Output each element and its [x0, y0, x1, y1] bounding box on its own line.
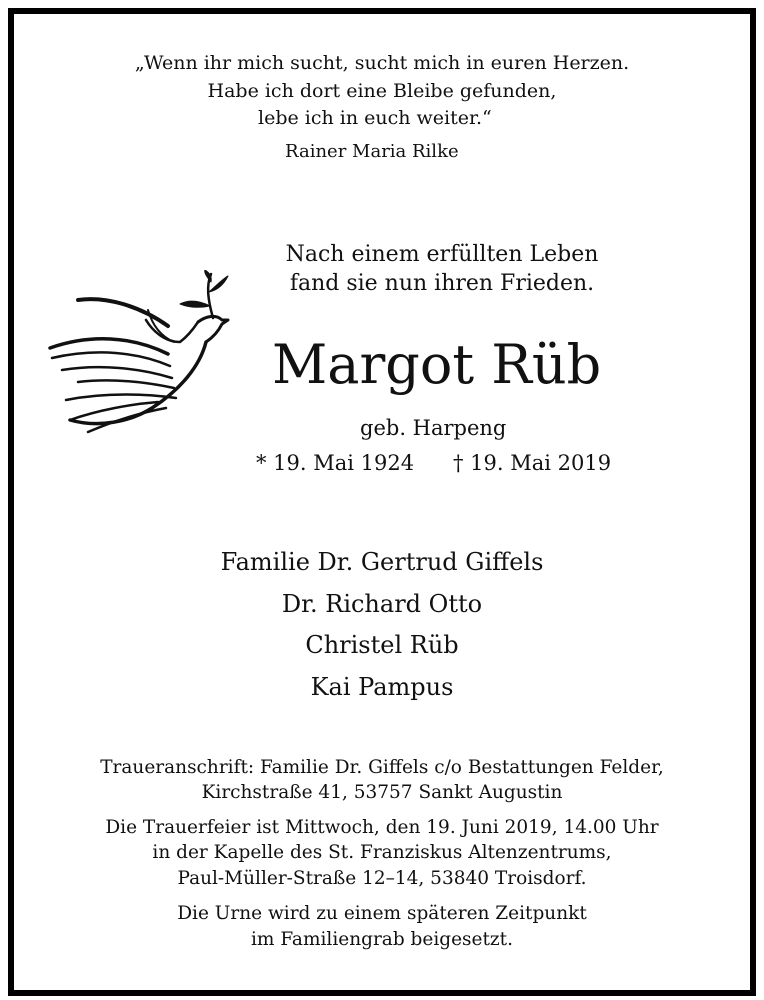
- mourner-1: Familie Dr. Gertrud Giffels: [220, 548, 544, 576]
- mourner-4: Kai Pampus: [310, 673, 454, 701]
- death-date: † 19. Mai 2019: [453, 451, 612, 475]
- quote-author: Rainer Maria Rilke: [285, 141, 459, 162]
- urn-line-2: im Familiengrab beigesetzt.: [251, 929, 513, 950]
- dove-with-olive-branch-icon: [48, 270, 233, 440]
- mourner-2: Dr. Richard Otto: [281, 590, 483, 618]
- quote-line-3: lebe ich in euch weiter.“: [258, 107, 492, 129]
- mourner-3: Christel Rüb: [305, 631, 459, 659]
- ceremony-line-1: Die Trauerfeier ist Mittwoch, den 19. Juni 2019, 14.00 Uhr: [105, 817, 659, 838]
- deceased-name: Margot Rüb: [272, 333, 602, 396]
- mourning-address-line-1: Traueranschrift: Familie Dr. Giffels c/o Bestattungen Felder,: [100, 757, 664, 778]
- urn-line-1: Die Urne wird zu einem späteren Zeitpunkt: [177, 903, 587, 924]
- mourning-address-line-2: Kirchstraße 41, 53757 Sankt Augustin: [201, 782, 563, 803]
- intro-line-1: Nach einem erfüllten Leben: [285, 242, 599, 267]
- quote-line-1: „Wenn ihr mich sucht, sucht mich in euren Herzen.: [134, 52, 630, 74]
- maiden-name: geb. Harpeng: [360, 416, 507, 440]
- intro-line-2: fand sie nun ihren Frieden.: [289, 271, 595, 296]
- birth-date: * 19. Mai 1924: [256, 451, 415, 475]
- ceremony-line-3: Paul-Müller-Straße 12–14, 53840 Troisdorf.: [177, 868, 587, 889]
- quote-line-2: Habe ich dort eine Bleibe gefunden,: [207, 80, 557, 102]
- ceremony-line-2: in der Kapelle des St. Franziskus Altenzentrums,: [152, 842, 612, 863]
